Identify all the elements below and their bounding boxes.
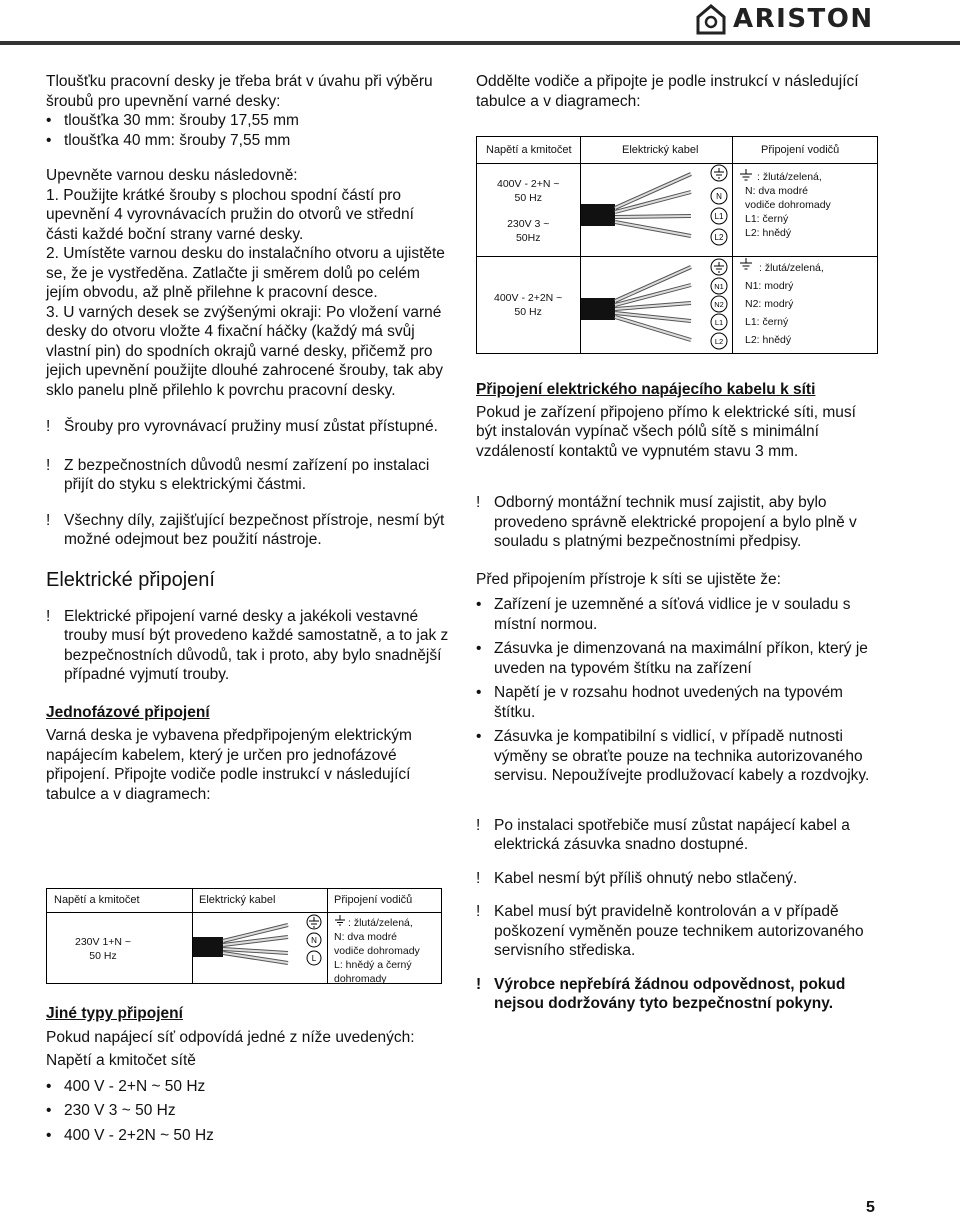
terminal-n2-label: N2 — [714, 300, 724, 309]
warning-liability: ! Výrobce nepřebírá žádnou odpovědnost, pokud nejsou dodržovány tyto bezpečnostní pokyny. — [476, 975, 846, 1012]
col-header-connection: Připojení vodičů — [334, 894, 413, 906]
warning-technician: ! Odborný montážní technik musí zajistit, aby bylo provedeno správně elektrické propojení a bylo plně v souladu s platnými bezpečnostními předpisy. — [476, 494, 857, 550]
heading-other: Jiné typy připojení — [46, 1005, 183, 1022]
terminal-l2-label: L2 — [714, 337, 724, 346]
list-item: • Zásuvka je dimenzovaná na maximální příkon, který je uveden na typovém štítku na zařízení — [476, 640, 868, 677]
warning-accessible: ! Po instalaci spotřebiče musí zůstat napájecí kabel a elektrická zásuvka snadno dostupné. — [476, 816, 850, 853]
ground-icon — [739, 258, 753, 270]
cable-text: Pokud je zařízení připojeno přímo k elektrické síti, musí být instalován vypínač všech pólů sítě s minimální vzdáleností kontaktů ve vypnutém stavu 3 mm. — [476, 403, 856, 460]
warning-1: ! Šrouby pro vyrovnávací pružiny musí zůstat přístupné. — [46, 418, 438, 435]
warning-2: ! Z bezpečnostních důvodů nesmí zařízení po instalaci přijít do styku s elektrickými částmi. — [46, 456, 430, 493]
col-header-voltage: Napětí a kmitočet — [54, 894, 140, 906]
connection-cell: : žlutá/zelená, N: dva modré vodiče dohromady L: hnědý a černý dohromady — [334, 917, 420, 985]
col-header-voltage: Napětí a kmitočet — [486, 144, 572, 156]
voltage-cell-row2: 400V - 2+2N ~ 50 Hz — [494, 292, 563, 318]
connection-cell-row2: : žlutá/zelená, N1: modrý N2: modrý L1: černý L2: hnědý — [745, 262, 824, 346]
list-item: • Napětí je v rozsahu hodnot uvedených na typovém štítku. — [476, 684, 843, 721]
list-item: • Zařízení je uzemněné a síťová vidlice je v souladu s místní normou. — [476, 596, 851, 633]
before-connecting: Před připojením přístroje k síti se ujistěte že: — [476, 570, 781, 588]
warning-3: ! Všechny díly, zajišťující bezpečnost přístroje, nesmí být možné odejmout bez použití nástroje. — [46, 511, 445, 548]
terminal-n-label: N — [716, 192, 722, 201]
heading-cable: Připojení elektrického napájecího kabelu k síti — [476, 381, 816, 398]
connection-cell-row1: : žlutá/zelená, N: dva modré vodiče dohromady L1: černý L2: hnědý — [745, 171, 831, 239]
col-header-cable: Elektrický kabel — [199, 894, 276, 906]
terminal-l-label: L — [311, 954, 317, 963]
header-rule — [0, 41, 960, 45]
left-column — [46, 72, 450, 804]
other-text: Pokud napájecí síť odpovídá jedné z níže uvedených: — [46, 1028, 415, 1046]
ground-icon — [334, 915, 346, 926]
other-connections — [46, 1004, 450, 1145]
terminal-l1-label: L1 — [714, 318, 724, 327]
thickness-intro: Tloušťku pracovní desky je třeba brát v úvahu při výběru šroubů pro upevnění varné desky: — [46, 73, 433, 110]
terminal-n1-label: N1 — [714, 282, 724, 291]
single-phase-table — [46, 888, 442, 984]
ground-icon — [739, 169, 753, 181]
heading-single-phase: Jednofázové připojení — [46, 703, 210, 721]
list-item: • 400 V - 2+2N ~ 50 Hz — [46, 1126, 214, 1144]
list-item: • tloušťka 40 mm: šrouby 7,55 mm — [46, 131, 291, 149]
terminal-l2-label: L2 — [714, 233, 724, 242]
single-phase-text: Varná deska je vybavena předpřipojeným elektrickým napájecím kabelem, který je určen pro jednofázové připojení. Připojte vodiče podle instrukcí v následující tabulce a v diagramech: — [46, 727, 412, 803]
other-sub: Napětí a kmitočet sítě — [46, 1052, 196, 1069]
cable-diagram-row1 — [581, 164, 731, 256]
warning-bend: ! Kabel nesmí být příliš ohnutý nebo stlačený. — [476, 869, 798, 887]
step-1: 1. Použijte krátké šrouby s plochou spodní částí pro upevnění 4 vyrovnávacích pružin do otvorů ve střední části každé boční strany varné desky. — [46, 186, 414, 243]
warning-inspect: ! Kabel musí být pravidelně kontrolován a v případě poškození vyměněn pouze technikem autorizovaného servisního střediska. — [476, 903, 864, 959]
step-3: 3. U varných desek se zvýšenými okraji: Po vložení varné desky do otvoru vložte 4 fixační háčky (každý má svůj vlastní pin) do spodních okrajů varné desky, přičemž pro jejich upevnění použijte dlouhé zahrocené šrouby, tak aby sklo panelu plně přilehlo k povrchu pracovní desky. — [46, 303, 443, 399]
cable-diagram — [193, 913, 327, 981]
col-header-cable: Elektrický kabel — [622, 144, 699, 156]
col-header-connection: Připojení vodičů — [761, 144, 840, 156]
multi-phase-table — [476, 136, 878, 354]
voltage-cell: 230V 1+N ~ 50 Hz — [75, 936, 132, 962]
fix-intro: Upevněte varnou desku následovně: — [46, 167, 298, 184]
ariston-house-icon — [695, 3, 727, 35]
brand-name: ARISTON — [733, 4, 874, 34]
terminal-l1-label: L1 — [714, 212, 724, 221]
list-item: • Zásuvka je kompatibilní s vidlicí, v případě nutnosti výměny se obraťte pouze na technika autorizovaného servisu. Nepoužívejte prodlužovací kabely a rozdvojky. — [476, 728, 870, 784]
list-item: • 230 V 3 ~ 50 Hz — [46, 1102, 176, 1119]
voltage-cell-row1: 400V - 2+N ~ 50 Hz 230V 3 ~ 50Hz — [497, 178, 560, 244]
terminal-n-label: N — [311, 936, 317, 945]
list-item: • 400 V - 2+N ~ 50 Hz — [46, 1077, 206, 1095]
cable-diagram-row2 — [581, 258, 731, 352]
step-2: 2. Umístěte varnou desku do instalačního otvoru a ujistěte se, že je vystředěna. Zatlačte ji směrem dolů po celém jejím obvodu, až plně přilehne k pracovní desce. — [46, 245, 445, 301]
right-column — [476, 380, 880, 1014]
page-number: 5 — [866, 1199, 875, 1216]
warning-electric: ! Elektrické připojení varné desky a jakékoli vestavné trouby musí být provedeno každé samostatně, a to jak z bezpečnostních důvodů, tak i proto, aby bylo snadnější případné vyjmutí trouby. — [46, 607, 449, 683]
header-logo — [695, 2, 874, 36]
list-item: • tloušťka 30 mm: šrouby 17,55 mm — [46, 112, 299, 129]
heading-electric: Elektrické připojení — [46, 568, 215, 591]
right-intro: Oddělte vodiče a připojte je podle instrukcí v následující tabulce a v diagramech: — [476, 73, 859, 110]
